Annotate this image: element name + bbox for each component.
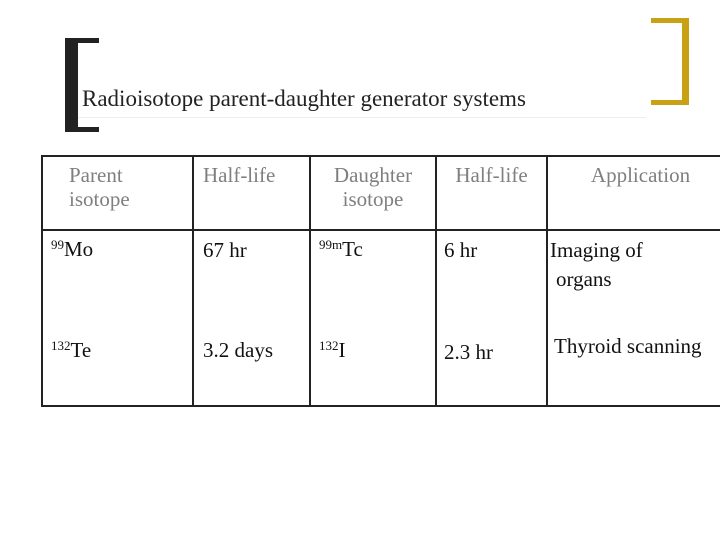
application-line1: Imaging of [550, 238, 643, 262]
daughter-mass-number: 132 [319, 338, 339, 353]
header-parent-isotope [42, 156, 193, 230]
daughter-mass-number: 99m [319, 237, 343, 252]
header-parent-line2: isotope [69, 187, 130, 211]
header-application: Application [547, 156, 720, 230]
header-daughter-line1: Daughter [333, 163, 413, 187]
parent-half-life-cell: 3.2 days [193, 328, 310, 406]
left-bracket-bottom [65, 127, 99, 132]
right-bracket-top [651, 18, 689, 23]
application-cell [547, 230, 720, 328]
header-parent-line1: Parent [69, 163, 123, 187]
generator-table [41, 155, 720, 407]
right-bracket-bar [682, 18, 689, 105]
daughter-half-life-cell: 2.3 hr [436, 328, 547, 406]
parent-symbol: Te [70, 338, 92, 362]
table-row [42, 328, 720, 406]
header-daughter-isotope [310, 156, 436, 230]
left-bracket-bar [65, 38, 78, 132]
header-parent-half-life: Half-life [193, 156, 310, 230]
right-bracket-bottom [651, 100, 689, 105]
parent-isotope-cell [42, 328, 193, 406]
table-header-row [42, 156, 720, 230]
daughter-symbol: Tc [342, 237, 363, 261]
parent-mass-number: 99 [51, 237, 64, 252]
left-bracket-top [65, 38, 99, 43]
table-row [42, 230, 720, 328]
parent-mass-number: 132 [51, 338, 71, 353]
daughter-symbol: I [338, 338, 346, 362]
daughter-isotope-cell [310, 230, 436, 328]
parent-symbol: Mo [64, 237, 94, 261]
application-line2: organs [556, 267, 612, 291]
application-cell: Thyroid scanning [554, 334, 702, 358]
title-underline [78, 117, 646, 118]
header-daughter-line2: isotope [342, 187, 404, 211]
daughter-half-life-cell: 6 hr [436, 230, 547, 328]
header-daughter-half-life: Half-life [436, 156, 547, 230]
daughter-isotope-cell [310, 328, 436, 406]
slide-title: Radioisotope parent-daughter generator systems [82, 86, 526, 111]
parent-isotope-cell [42, 230, 193, 328]
parent-half-life-cell: 67 hr [193, 230, 310, 328]
